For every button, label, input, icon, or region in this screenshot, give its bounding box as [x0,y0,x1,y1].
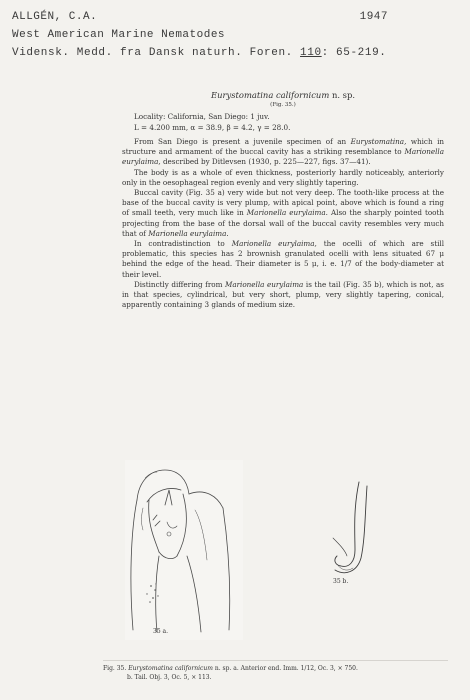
volume: 110 [300,47,322,59]
species-suffix: n. sp. [331,90,355,100]
paragraph-2: The body is as a whole of even thickness, posteriorly hardly noticeably, anteriorly only in the oesophageal region evenly and very slightly tapering. [122,167,444,187]
paragraph-4: In contradistinction to Marionella eurylaima, the ocelli of which are still problematic, this species has 2 brownish granulated ocelli with lens situated 67 μ behind the edge of the head. Their diameter is 5 μ, i. e. 1/7 of the body-diameter at their level. [122,239,445,279]
caption-line-2: b. Tail. Obj. 3, Oc. 5, × 113. [127,673,212,681]
caption-line-1: Fig. 35. Eurystomatina californicum n. sp. a. Anterior end. Imm. 1/12, Oc. 3, × 750. [103,665,358,672]
figure-reference: (Fig. 35.) [270,102,296,108]
figure-caption [103,660,448,682]
species-title [122,90,444,101]
figure-35a-anterior-end [125,460,243,640]
series-title: West American Marine Nematodes [12,29,226,41]
figure-35b-tail [315,480,375,590]
typed-header [12,8,458,62]
pages: : 65-219. [321,47,387,59]
article-text [122,90,444,310]
author: ALLGÉN, C.A. [12,11,98,23]
journal: Vidensk. Medd. fra Dansk naturh. Foren. [12,47,293,59]
measurements: L = 4.200 mm, α = 38.9, β = 4.2, γ = 28.0. [134,122,291,132]
figure-label-35b: 35 b. [333,578,349,585]
anterior-end-drawing [125,460,243,640]
tail-drawing [315,480,375,590]
year: 1947 [359,11,388,23]
caption-species-name: Eurystomatina californicum [128,665,213,672]
species-name: Eurystomatina californicum [211,90,330,100]
figure-label-35a: 35 a. [153,628,169,635]
citation [12,44,458,62]
locality: Locality: California, San Diego: 1 juv. [134,112,270,121]
paragraph-1: From San Diego is present a juvenile specimen of an Eurystomatina, which in structure and armament of the buccal cavity has a striking resemblance to Marionella eurylaima, described by Ditlevsen (1930, p. 225—227, figs. 37—41). [122,137,444,167]
paragraph-3: Buccal cavity (Fig. 35 a) very wide but not very deep. The tooth-like process at the base of the buccal cavity is very plump, with apical point, above which is found a ring of small teeth, very much like in Marionella eurylaima. Also the sharply pointed tooth projecting from the base of the dorsal wall of the buccal cavity resembles very much that of Marionella eurylaima. [122,188,445,238]
paragraph-5: Distinctly differing from Marionella eurylaima is the tail (Fig. 35 b), which is not, as in that species, cylindrical, but very short, plump, very slightly tapering, conical, apparently containing 3 glands of medium size. [122,279,445,310]
